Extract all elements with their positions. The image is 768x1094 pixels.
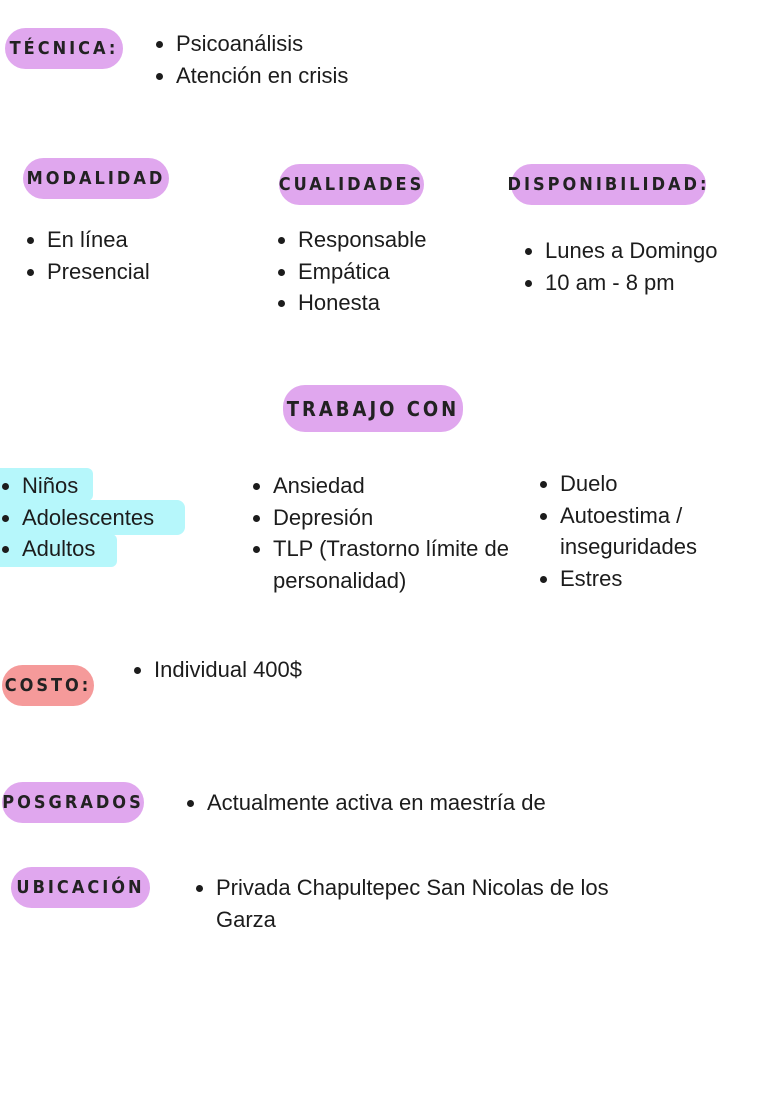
list-item: En línea <box>25 224 150 256</box>
list-item: Ansiedad <box>251 470 521 502</box>
trabajo-col3-list <box>538 468 738 594</box>
list-item: Adolescentes <box>0 502 154 534</box>
list-item: 10 am - 8 pm <box>523 267 717 299</box>
list-item: Individual 400$ <box>132 654 302 686</box>
list-item: Privada Chapultepec San Nicolas de los Garza <box>194 872 634 935</box>
posgrados-pill: POSGRADOS <box>2 782 144 823</box>
list-item: TLP (Trastorno límite de personalidad) <box>251 533 521 596</box>
list-item: Niños <box>0 470 154 502</box>
posgrados-list <box>185 787 546 819</box>
cualidades-pill: CUALIDADES <box>279 164 424 205</box>
tecnica-pill: TÉCNICA: <box>5 28 123 69</box>
list-item: Duelo <box>538 468 738 500</box>
list-item: Depresión <box>251 502 521 534</box>
list-item: Actualmente activa en maestría de <box>185 787 546 819</box>
modalidad-pill: MODALIDAD <box>23 158 169 199</box>
ubicacion-pill: UBICACIÓN <box>11 867 150 908</box>
list-item: Empática <box>276 256 426 288</box>
costo-list <box>132 654 302 686</box>
list-item: Lunes a Domingo <box>523 235 717 267</box>
disponibilidad-pill: DISPONIBILIDAD: <box>511 164 706 205</box>
trabajo-col2-list <box>251 470 521 596</box>
modalidad-list <box>25 224 150 287</box>
disponibilidad-list <box>523 235 717 298</box>
tecnica-list <box>154 28 348 91</box>
list-item: Autoestima / inseguridades <box>538 500 738 563</box>
costo-pill: COSTO: <box>2 665 94 706</box>
list-item: Atención en crisis <box>154 60 348 92</box>
list-item: Psicoanálisis <box>154 28 348 60</box>
trabajo-pill: TRABAJO CON <box>283 385 463 432</box>
list-item: Presencial <box>25 256 150 288</box>
list-item: Honesta <box>276 287 426 319</box>
cualidades-list <box>276 224 426 319</box>
list-item: Estres <box>538 563 738 595</box>
ubicacion-list <box>194 872 634 935</box>
trabajo-col1-list <box>0 470 154 565</box>
list-item: Adultos <box>0 533 154 565</box>
list-item: Responsable <box>276 224 426 256</box>
